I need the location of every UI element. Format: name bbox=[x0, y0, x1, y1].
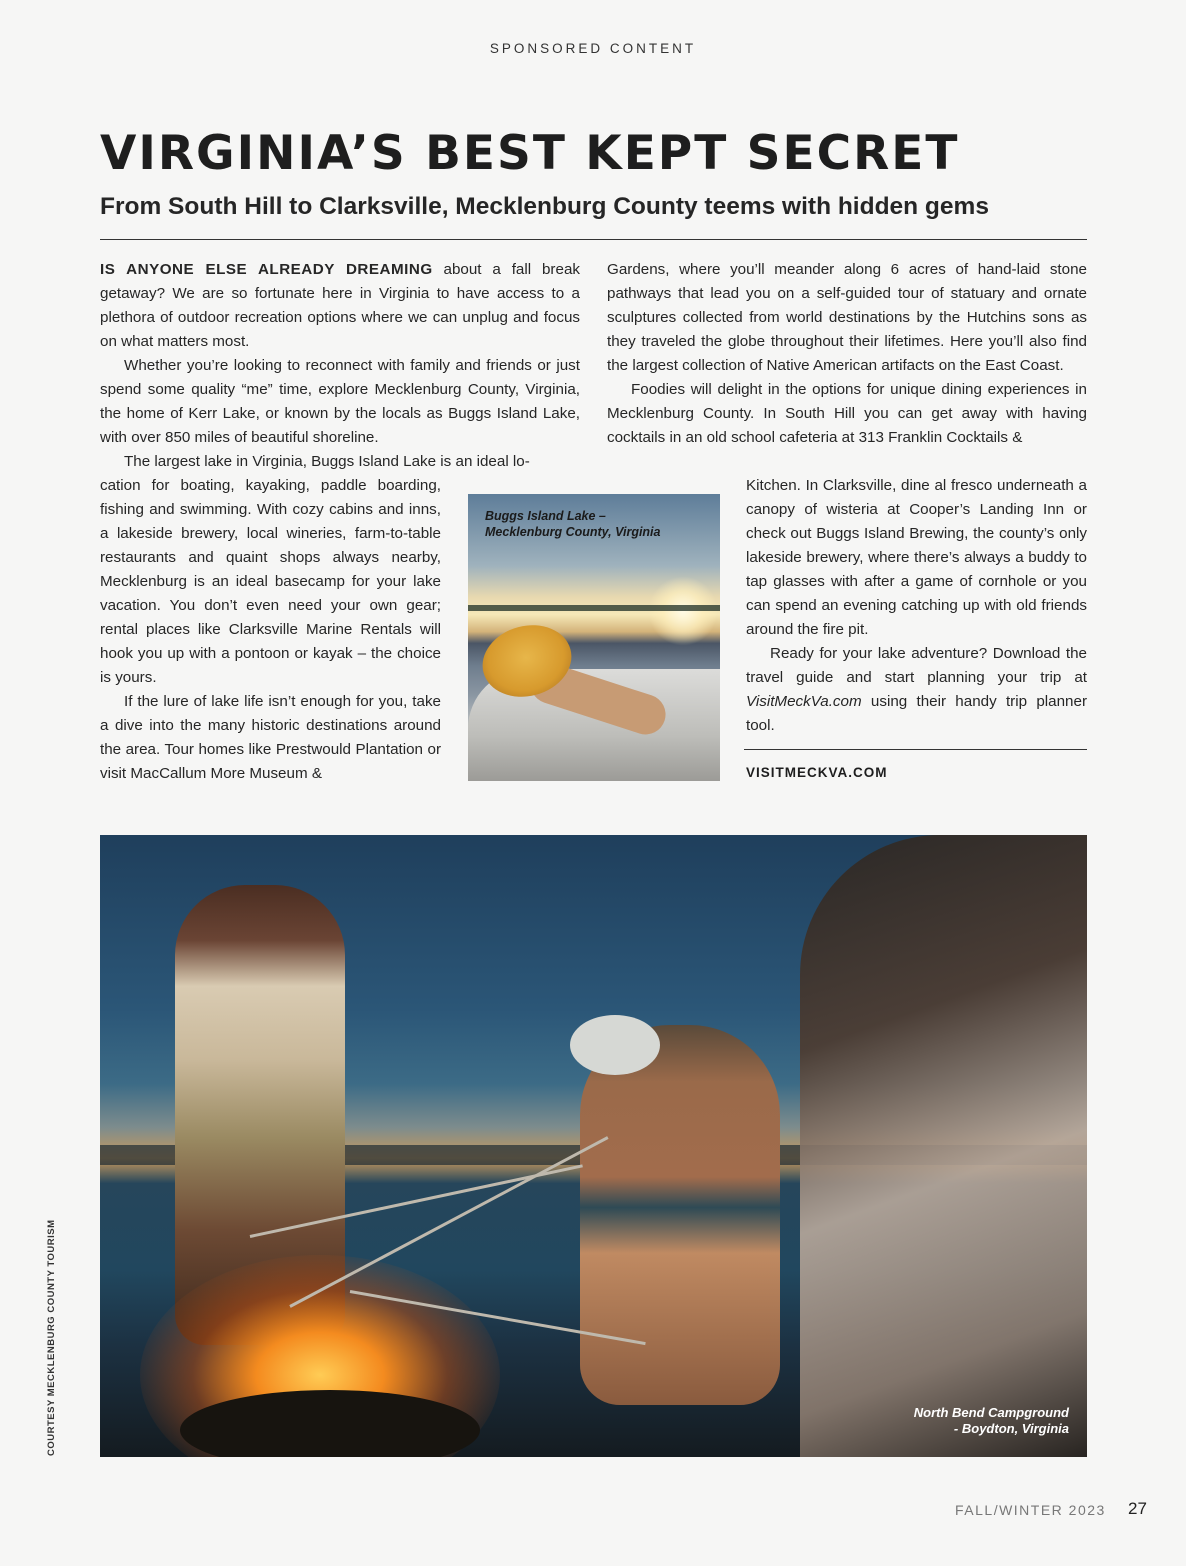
photo-credit: COURTESY MECKLENBURG COUNTY TOURISM bbox=[46, 1219, 57, 1456]
paragraph-2: Whether you’re looking to reconnect with family and friends or just spend some quality “me” time, explore Mecklenburg County, Virginia, the home of Kerr Lake, or known by the locals as Buggs Island Lake, with over 850 miles of beautiful shoreline. bbox=[100, 357, 580, 446]
seated-women bbox=[580, 1025, 780, 1405]
title-divider bbox=[100, 239, 1087, 240]
issue-label: FALL/WINTER 2023 bbox=[955, 1502, 1106, 1518]
article-title: VIRGINIA’S BEST KEPT SECRET bbox=[100, 126, 960, 181]
paragraph-5: Gardens, where you’ll meander along 6 acres of hand-laid stone pathways that lead you on a self-guided tour of statuary and ornate sculptures collected from world destinations by the Hutchins sons as they traveled the globe throughout their lifetimes. Here you’ll also find the largest collection of Native American artifacts on the East Coast. bbox=[607, 261, 1087, 374]
column-left-bottom bbox=[100, 474, 441, 786]
sponsored-label: SPONSORED CONTENT bbox=[489, 41, 697, 56]
website-url[interactable]: VISITMECKVA.COM bbox=[746, 765, 888, 780]
paragraph-7: Ready for your lake adventure? Download the travel guide and start planning your trip at VisitMeckVa.com using their handy trip planner tool. bbox=[746, 645, 1087, 734]
paragraph-6-start: Foodies will delight in the options for unique dining experiences in Mecklenburg County. In South Hill you can get away with having cocktails in an old school cafeteria at 313 Franklin Cocktails & bbox=[607, 381, 1087, 446]
lake-photo-caption: Buggs Island Lake – Mecklenburg County, Virginia bbox=[485, 509, 661, 539]
article-subtitle: From South Hill to Clarksville, Mecklenburg County teems with hidden gems bbox=[100, 193, 989, 220]
paragraph-3-start: The largest lake in Virginia, Buggs Island Lake is an ideal lo- bbox=[124, 453, 530, 470]
baseball-cap bbox=[570, 1015, 660, 1075]
column-right-top bbox=[607, 258, 1087, 450]
column-left-top bbox=[100, 258, 580, 474]
paragraph-6-continued: Kitchen. In Clarksville, dine al fresco underneath a canopy of wisteria at Cooper’s Landing Inn or check out Buggs Island Brewing, the county’s only lakeside brewery, where there’s always a buddy to tap glasses with after a game of cornhole or you can spend an evening catching up with old friends around the fire pit. bbox=[746, 477, 1087, 638]
campfire-photo-caption: North Bend Campground - Boydton, Virginia bbox=[913, 1405, 1069, 1436]
far-shoreline bbox=[468, 605, 720, 611]
lake-photo bbox=[468, 494, 720, 781]
foreground-friend bbox=[800, 835, 1087, 1457]
campfire-photo bbox=[100, 835, 1087, 1457]
paragraph-3-continued: cation for boating, kayaking, paddle boarding, fishing and swimming. With cozy cabins and inns, a lakeside brewery, local wineries, farm-to-table restaurants and quaint shops always nearby, Mecklenburg is an ideal basecamp for your lake vacation. You don’t even need your own gear; rental places like Clarksville Marine Rentals will hook you up with a pontoon or kayak – the choice is yours. bbox=[100, 477, 441, 686]
lead-in: IS ANYONE ELSE ALREADY DREAMING bbox=[100, 261, 433, 278]
paragraph-4: If the lure of lake life isn’t enough for you, take a dive into the many historic destinations around the area. Tour homes like Prestwould Plantation or visit MacCallum More Museum & bbox=[100, 693, 441, 782]
sun-glare bbox=[648, 576, 718, 646]
site-link-inline[interactable]: VisitMeckVa.com bbox=[746, 693, 862, 710]
paragraph-1: IS ANYONE ELSE ALREADY DREAMING about a fall break getaway? We are so fortunate here in Virginia to have access to a plethora of outdoor recreation options where we can unplug and focus on what matters most. bbox=[100, 261, 580, 350]
column-right-bottom bbox=[746, 474, 1087, 738]
url-divider bbox=[744, 749, 1087, 750]
page-number: 27 bbox=[1128, 1499, 1147, 1518]
